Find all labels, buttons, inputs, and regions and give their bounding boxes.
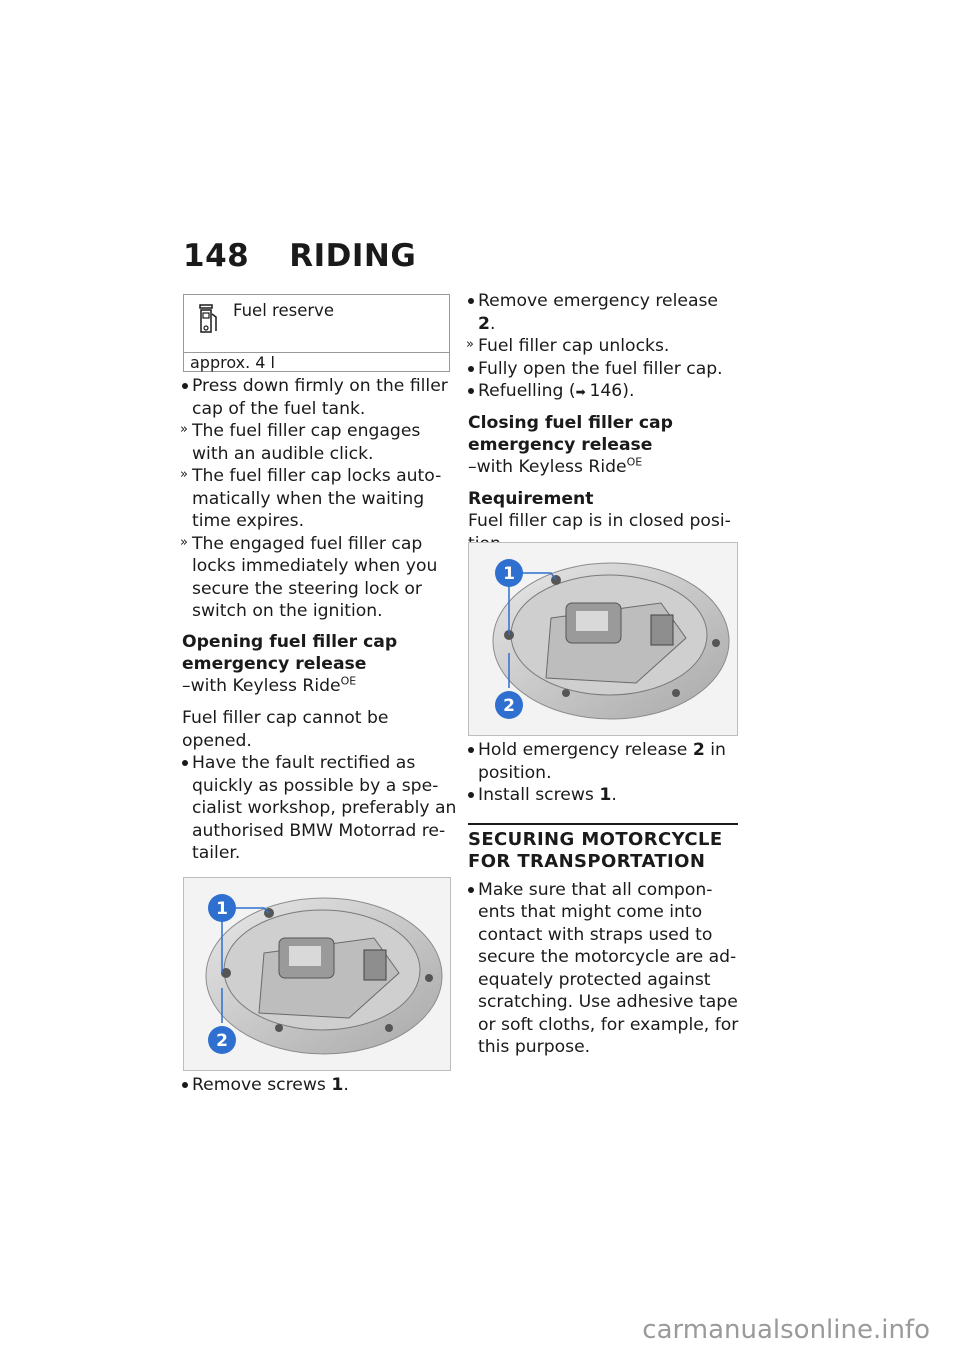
variant-note <box>468 456 738 479</box>
result-arrow-icon: » <box>180 467 188 482</box>
heading-close-emergency <box>468 412 738 456</box>
section-title <box>468 829 738 873</box>
bullet-icon <box>468 388 474 394</box>
step-text: Make sure that all compon- <box>478 879 713 900</box>
variant-text: –with Keyless Ride <box>468 456 627 477</box>
result-arrow-icon: » <box>466 337 474 352</box>
result-arrow-icon: » <box>180 534 188 550</box>
step-bullet-remove-screws <box>182 1074 960 1097</box>
step-text: quickly as possible by a spe- <box>192 775 439 796</box>
step-text: secure the steering lock or <box>192 578 422 599</box>
step-result <box>182 420 452 465</box>
step-text: secure the motorcycle are ad- <box>478 947 737 967</box>
step-text: The fuel filler cap engages <box>192 421 421 441</box>
ref-number: 2 <box>478 313 490 334</box>
step-text-end: . <box>489 313 496 334</box>
step-text: cialist workshop, preferably an <box>192 798 457 818</box>
heading-line: Opening fuel filler cap <box>182 631 398 652</box>
callout-label: 1 <box>503 564 515 584</box>
step-bullet <box>468 290 738 335</box>
step-result <box>468 335 738 358</box>
step-text: contact with straps used to <box>478 924 713 945</box>
spec-label: Fuel reserve <box>233 301 335 320</box>
fuel-cap-illustration <box>469 543 738 736</box>
step-text: matically when the waiting <box>192 488 425 509</box>
step-text: with an audible click. <box>192 443 374 464</box>
step-text: equately protected against <box>478 969 711 990</box>
para-line: Fuel filler cap cannot be <box>182 708 389 728</box>
page-ref-arrow-icon[interactable]: ➡ <box>575 385 590 399</box>
step-text: position. <box>478 762 552 783</box>
bullet-icon <box>468 366 474 372</box>
step-bullet <box>182 752 457 865</box>
callout-label: 2 <box>216 1031 228 1051</box>
bullet-icon <box>182 1082 188 1088</box>
bullet-icon <box>468 747 474 753</box>
left-column <box>180 375 457 865</box>
heading-line: emergency release <box>182 653 367 674</box>
callout-label: 2 <box>503 696 515 716</box>
page-ref-link[interactable]: 146 <box>589 381 623 401</box>
step-bullet <box>468 358 738 381</box>
heading-line: Closing fuel filler cap <box>468 412 673 433</box>
bullet-icon <box>182 383 188 389</box>
section-title-line: FOR TRANSPORTATION <box>468 850 706 872</box>
bullet-icon <box>468 792 474 798</box>
step-text: switch on the ignition. <box>192 601 383 621</box>
chapter-title: RIDING <box>289 238 417 274</box>
page-number: 148 <box>183 238 250 274</box>
step-result <box>182 465 452 533</box>
requirement-label: Requirement <box>468 489 594 509</box>
ref-number: 1 <box>599 785 612 805</box>
step-bullet <box>468 784 738 807</box>
watermark: carmanualsonline.info <box>642 1315 930 1345</box>
step-text-end: in <box>704 740 726 760</box>
fuel-cap-image-right <box>468 542 738 736</box>
right-column <box>468 290 738 555</box>
step-text: Remove screws <box>192 1075 332 1095</box>
step-text: The fuel filler cap locks auto- <box>192 466 442 486</box>
heading-open-emergency <box>182 631 452 675</box>
step-text: Remove emergency release <box>478 291 719 311</box>
step-text: time expires. <box>192 511 305 531</box>
fuel-pump-icon <box>198 303 220 339</box>
para-line: opened. <box>182 730 252 751</box>
fuel-cap-illustration <box>184 878 451 1071</box>
fuel-reserve-spec-box <box>183 294 450 372</box>
bullet-icon <box>468 887 474 893</box>
step-text: ents that might come into <box>478 902 703 922</box>
ref-number: 1 <box>331 1075 344 1095</box>
spec-value: approx. 4 l <box>190 353 275 372</box>
page-header <box>183 238 416 274</box>
ref-number: 2 <box>692 740 705 760</box>
oe-superscript: OE <box>340 673 357 687</box>
result-arrow-icon: » <box>180 422 188 437</box>
step-bullet <box>468 739 738 784</box>
step-bullet <box>468 879 738 1059</box>
step-text-end: . <box>611 785 617 805</box>
heading-line: emergency release <box>468 434 653 455</box>
step-text: The engaged fuel filler cap <box>192 533 423 554</box>
step-text: Fully open the fuel filler cap. <box>478 358 723 379</box>
oe-superscript: OE <box>626 454 643 468</box>
step-text: Have the fault rectified as <box>192 753 416 773</box>
step-text: authorised BMW Motorrad re- <box>192 820 446 841</box>
right-column-lower <box>468 739 738 1059</box>
variant-note <box>182 675 452 698</box>
paragraph-cannot-open <box>182 707 452 752</box>
step-text: scratching. Use adhesive tape <box>478 992 738 1012</box>
bullet-icon <box>182 760 188 766</box>
step-text: tailer. <box>192 843 241 863</box>
step-text-end: . <box>343 1075 349 1095</box>
section-title-line: SECURING MOTORCYCLE <box>468 828 723 850</box>
step-result <box>182 533 452 623</box>
step-bullet <box>468 380 738 404</box>
step-text: Hold emergency release <box>478 740 693 760</box>
variant-text: –with Keyless Ride <box>182 675 341 696</box>
step-text: Refuelling ( <box>478 381 576 401</box>
bullet-icon <box>468 298 474 304</box>
fuel-cap-image-left <box>183 877 451 1071</box>
step-text: Press down firmly on the filler <box>192 376 448 396</box>
step-text: cap of the fuel tank. <box>192 398 366 419</box>
step-text: locks immediately when you <box>192 556 438 576</box>
para-line: Fuel filler cap is in closed posi- <box>468 511 731 531</box>
step-text: Fuel filler cap unlocks. <box>478 336 670 356</box>
step-text: or soft cloths, for example, for <box>478 1014 739 1035</box>
step-text: Install screws <box>478 785 600 805</box>
step-text-end: ). <box>622 381 635 401</box>
step-bullet <box>182 375 452 420</box>
step-text: this purpose. <box>478 1037 591 1057</box>
callout-label: 1 <box>216 899 228 919</box>
